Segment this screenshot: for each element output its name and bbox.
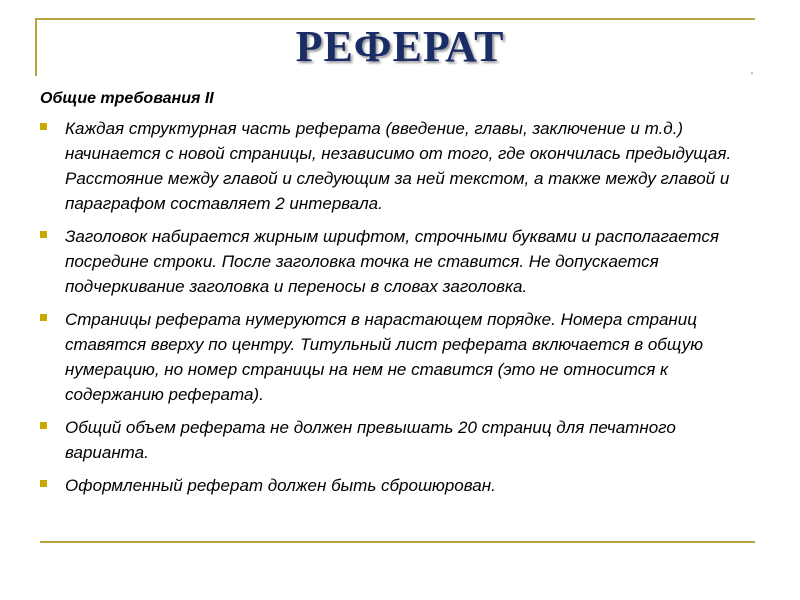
bullet-item — [40, 116, 740, 216]
bullet-text: Заголовок набирается жирным шрифтом, строчными буквами и располагается посредине строки. После заголовка точка не ставится. Не допускается подчеркивание заголовка и переносы в словах заголовка. — [65, 227, 719, 296]
bullet-item — [40, 224, 740, 299]
slide-subtitle: Общие требования II — [40, 90, 214, 107]
square-bullet-icon — [40, 422, 47, 429]
bullet-text: Каждая структурная часть реферата (введение, главы, заключение и т.д.) начинается с новой страницы, независимо от того, где окончилась предыдущая. Расстояние между главой и следующим за ней текстом, а также между главой и параграфом составляет 2 интервала. — [65, 119, 732, 213]
corner-mark: . — [750, 61, 754, 77]
bullet-text: Страницы реферата нумеруются в нарастающем порядке. Номера страниц ставятся вверху по центру. Титульный лист реферата включается в общую нумерацию, но номер страницы на нем не ставится (это не относится к содержанию реферата). — [65, 310, 703, 404]
bullet-list — [40, 116, 740, 506]
frame-bottom-line — [40, 541, 755, 543]
square-bullet-icon — [40, 123, 47, 130]
bullet-item — [40, 415, 740, 465]
bullet-text: Оформленный реферат должен быть сброшюрован. — [65, 476, 496, 495]
bullet-item — [40, 473, 740, 498]
square-bullet-icon — [40, 231, 47, 238]
square-bullet-icon — [40, 314, 47, 321]
square-bullet-icon — [40, 480, 47, 487]
bullet-item — [40, 307, 740, 407]
bullet-text: Общий объем реферата не должен превышать 20 страниц для печатного варианта. — [65, 418, 676, 462]
slide-title: РЕФЕРАТ — [295, 22, 505, 71]
